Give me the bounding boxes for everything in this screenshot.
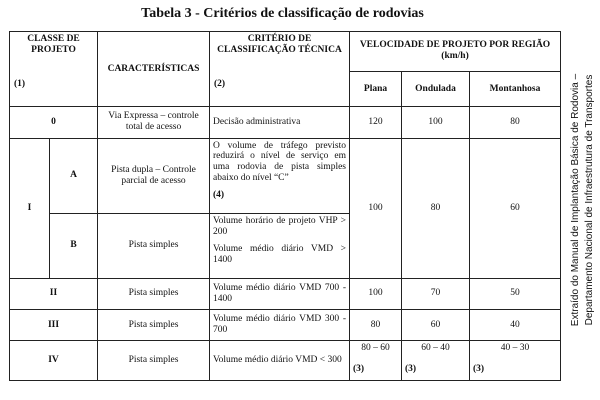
source-line-2: Departamento Nacional de Infraestrutura de Transportes [583, 74, 595, 326]
classe-cell: 0 [10, 107, 98, 138]
montanhosa-cell: 60 [470, 138, 561, 278]
subclasse-cell: A [50, 138, 98, 213]
classe-cell: II [10, 278, 98, 309]
ondulada-cell: 80 [402, 138, 470, 278]
montanhosa-cell: 80 [470, 107, 561, 138]
criterio-cell [210, 213, 350, 278]
plana-cell [350, 341, 402, 381]
criterio-text: Volume horário de projeto VHP > 200 [213, 215, 347, 237]
ondulada-cell: 60 [402, 309, 470, 340]
ondulada-cell [402, 341, 470, 381]
montanhosa-cell [470, 341, 561, 381]
criterio-cell: Decisão administrativa [210, 107, 350, 138]
criterio-cell: Volume médio diário VMD 300 - 700 [210, 309, 350, 340]
header-criterio-num: (2) [214, 79, 226, 90]
criterio-cell: Volume médio diário VMD 700 - 1400 [210, 278, 350, 309]
source-caption [568, 20, 598, 380]
criterio-cell: Volume médio diário VMD < 300 [210, 341, 350, 381]
caracteristicas-cell: Pista simples [98, 309, 210, 340]
header-classe [10, 32, 98, 107]
ondulada-range: 60 – 40 [421, 343, 450, 354]
table-row [10, 309, 561, 340]
table-row [10, 278, 561, 309]
montanhosa-range: 40 – 30 [500, 343, 530, 354]
plana-cell: 100 [350, 138, 402, 278]
range-note: (3) [473, 364, 485, 375]
header-classe-num: (1) [14, 79, 26, 90]
classe-cell: III [10, 309, 98, 340]
plana-cell: 80 [350, 309, 402, 340]
range-note: (3) [405, 364, 417, 375]
header-montanhosa: Montanhosa [470, 71, 561, 107]
ondulada-cell: 70 [402, 278, 470, 309]
table-row [10, 107, 561, 138]
header-criterio [210, 32, 350, 107]
plana-cell: 100 [350, 278, 402, 309]
criterio-text: O volume de tráfego previsto reduzirá o nível de serviço em uma rodovia de pista simples abaixo do nível “C” [213, 140, 347, 184]
montanhosa-cell: 50 [470, 278, 561, 309]
classe-cell: I [10, 138, 50, 278]
header-criterio-label: CRITÉRIO DE CLASSIFICAÇÃO TÉCNICA [217, 34, 342, 55]
header-velocidade: VELOCIDADE DE PROJETO POR REGIÃO (km/h) [350, 32, 561, 72]
header-plana: Plana [350, 71, 402, 107]
source-caption-text [570, 20, 596, 380]
caracteristicas-cell: Pista simples [98, 341, 210, 381]
header-classe-label: CLASSE DE PROJETO [27, 34, 80, 55]
caracteristicas-cell: Via Expressa – controle total de acesso [98, 107, 210, 138]
subclasse-cell: B [50, 213, 98, 278]
table-title: Tabela 3 - Critérios de classificação de rodovias [141, 6, 424, 21]
criterio-cell [210, 138, 350, 213]
source-line-1: Extraído do Manual de Implantação Básica de Rodovia – [570, 73, 581, 327]
montanhosa-cell: 40 [470, 309, 561, 340]
header-ondulada: Ondulada [402, 71, 470, 107]
classe-cell: IV [10, 341, 98, 381]
plana-range: 80 – 60 [361, 343, 390, 354]
criterio-text: Volume médio diário VMD > 1400 [213, 243, 347, 265]
ondulada-cell: 100 [402, 107, 470, 138]
caracteristicas-cell: Pista simples [98, 213, 210, 278]
caracteristicas-cell: Pista dupla – Controle parcial de acesso [98, 138, 210, 213]
header-caracteristicas: CARACTERÍSTICAS [98, 32, 210, 107]
table-row [10, 138, 561, 213]
caracteristicas-cell: Pista simples [98, 278, 210, 309]
table-row [10, 341, 561, 381]
criterio-note: (4) [213, 190, 225, 201]
plana-cell: 120 [350, 107, 402, 138]
classification-table [9, 31, 561, 381]
range-note: (3) [353, 364, 365, 375]
